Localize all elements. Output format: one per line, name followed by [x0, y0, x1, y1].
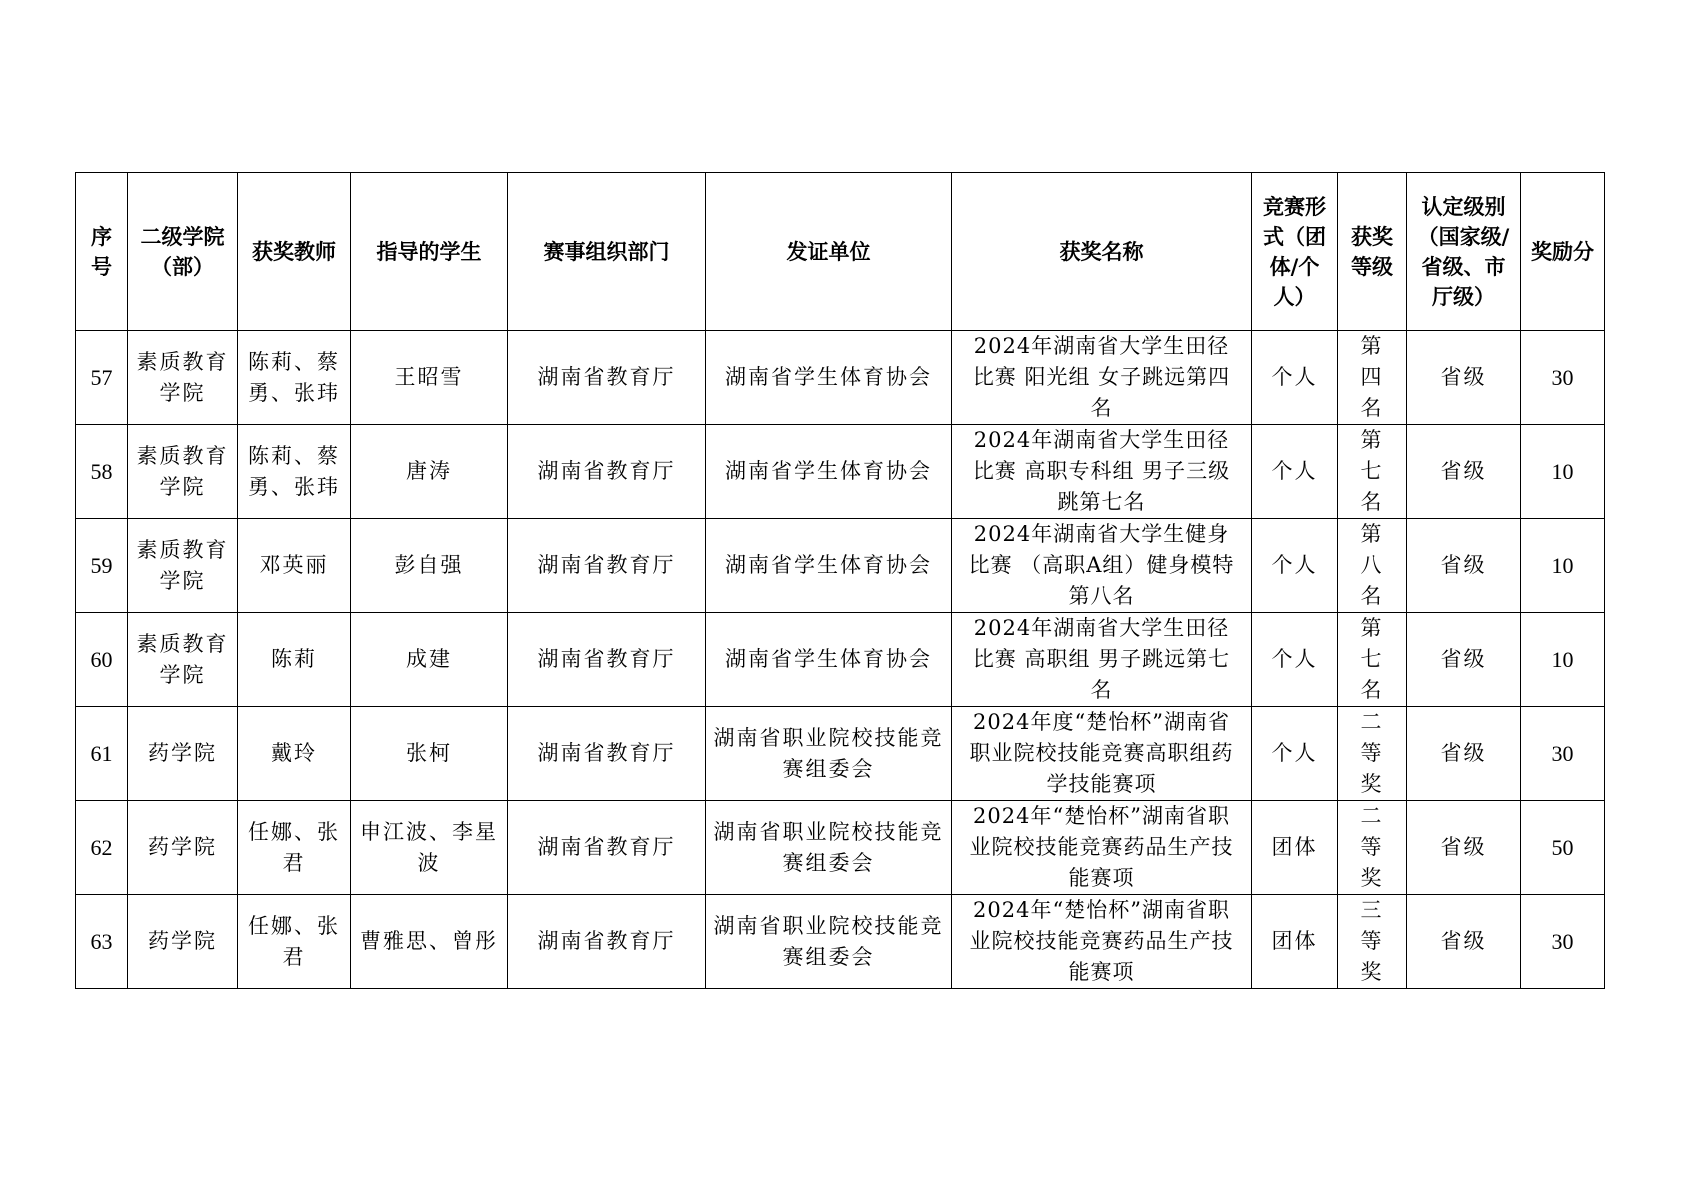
cell-issuer: 湖南省学生体育协会 [706, 425, 952, 519]
table-row [76, 425, 1605, 519]
cell-student: 唐涛 [351, 425, 508, 519]
header-cell-level: 认定级别（国家级/省级、市厅级） [1407, 173, 1521, 331]
cell-score: 50 [1521, 801, 1605, 895]
cell-teacher: 任娜、张君 [238, 801, 351, 895]
cell-score: 30 [1521, 895, 1605, 989]
cell-issuer: 湖南省学生体育协会 [706, 331, 952, 425]
cell-level: 省级 [1407, 613, 1521, 707]
award-table [75, 172, 1605, 989]
header-cell-issuer: 发证单位 [706, 173, 952, 331]
cell-level: 省级 [1407, 707, 1521, 801]
cell-teacher: 陈莉、蔡勇、张玮 [238, 425, 351, 519]
table-row [76, 895, 1605, 989]
cell-index: 61 [76, 707, 128, 801]
cell-college: 药学院 [128, 801, 238, 895]
cell-grade: 二等奖 [1338, 801, 1407, 895]
cell-index: 62 [76, 801, 128, 895]
cell-grade: 第四名 [1338, 331, 1407, 425]
cell-format: 团体 [1252, 895, 1338, 989]
cell-grade: 二等奖 [1338, 707, 1407, 801]
table-row [76, 519, 1605, 613]
cell-award-name: 2024年湖南省大学生田径比赛 阳光组 女子跳远第四名 [952, 331, 1252, 425]
cell-organizer: 湖南省教育厅 [508, 613, 706, 707]
header-cell-score: 奖励分 [1521, 173, 1605, 331]
cell-level: 省级 [1407, 895, 1521, 989]
header-cell-award-name: 获奖名称 [952, 173, 1252, 331]
cell-organizer: 湖南省教育厅 [508, 895, 706, 989]
cell-organizer: 湖南省教育厅 [508, 519, 706, 613]
cell-teacher: 陈莉 [238, 613, 351, 707]
cell-college: 素质教育学院 [128, 519, 238, 613]
cell-format: 个人 [1252, 331, 1338, 425]
cell-organizer: 湖南省教育厅 [508, 425, 706, 519]
cell-student: 王昭雪 [351, 331, 508, 425]
cell-teacher: 陈莉、蔡勇、张玮 [238, 331, 351, 425]
header-cell-teacher: 获奖教师 [238, 173, 351, 331]
cell-award-name: 2024年湖南省大学生健身比赛 （高职A组）健身模特 第八名 [952, 519, 1252, 613]
cell-issuer: 湖南省职业院校技能竞赛组委会 [706, 707, 952, 801]
cell-level: 省级 [1407, 331, 1521, 425]
table-row [76, 801, 1605, 895]
table-row [76, 707, 1605, 801]
header-cell-student: 指导的学生 [351, 173, 508, 331]
cell-index: 58 [76, 425, 128, 519]
cell-teacher: 戴玲 [238, 707, 351, 801]
table-header [76, 173, 1605, 331]
cell-organizer: 湖南省教育厅 [508, 331, 706, 425]
cell-student: 成建 [351, 613, 508, 707]
cell-format: 个人 [1252, 425, 1338, 519]
cell-student: 申江波、李星波 [351, 801, 508, 895]
cell-format: 个人 [1252, 613, 1338, 707]
cell-grade: 第七名 [1338, 613, 1407, 707]
table-body [76, 331, 1605, 989]
cell-student: 张柯 [351, 707, 508, 801]
cell-issuer: 湖南省职业院校技能竞赛组委会 [706, 895, 952, 989]
cell-level: 省级 [1407, 425, 1521, 519]
cell-award-name: 2024年“楚怡杯”湖南省职业院校技能竞赛药品生产技能赛项 [952, 801, 1252, 895]
cell-award-name: 2024年“楚怡杯”湖南省职业院校技能竞赛药品生产技能赛项 [952, 895, 1252, 989]
cell-score: 10 [1521, 613, 1605, 707]
table-row [76, 613, 1605, 707]
cell-score: 10 [1521, 425, 1605, 519]
header-row [76, 173, 1605, 331]
cell-score: 30 [1521, 707, 1605, 801]
table-row [76, 331, 1605, 425]
cell-index: 60 [76, 613, 128, 707]
cell-format: 个人 [1252, 707, 1338, 801]
header-cell-index: 序号 [76, 173, 128, 331]
cell-level: 省级 [1407, 801, 1521, 895]
header-cell-grade: 获奖等级 [1338, 173, 1407, 331]
cell-organizer: 湖南省教育厅 [508, 801, 706, 895]
cell-issuer: 湖南省学生体育协会 [706, 613, 952, 707]
header-cell-organizer: 赛事组织部门 [508, 173, 706, 331]
cell-index: 59 [76, 519, 128, 613]
cell-college: 药学院 [128, 707, 238, 801]
cell-index: 63 [76, 895, 128, 989]
cell-college: 素质教育学院 [128, 331, 238, 425]
cell-score: 10 [1521, 519, 1605, 613]
cell-grade: 第八名 [1338, 519, 1407, 613]
cell-grade: 三等奖 [1338, 895, 1407, 989]
header-cell-format: 竞赛形式（团体/个人） [1252, 173, 1338, 331]
cell-award-name: 2024年度“楚怡杯”湖南省职业院校技能竞赛高职组药学技能赛项 [952, 707, 1252, 801]
cell-college: 素质教育学院 [128, 613, 238, 707]
cell-college: 药学院 [128, 895, 238, 989]
cell-award-name: 2024年湖南省大学生田径比赛 高职组 男子跳远第七名 [952, 613, 1252, 707]
cell-issuer: 湖南省学生体育协会 [706, 519, 952, 613]
cell-level: 省级 [1407, 519, 1521, 613]
cell-organizer: 湖南省教育厅 [508, 707, 706, 801]
cell-teacher: 任娜、张君 [238, 895, 351, 989]
cell-student: 彭自强 [351, 519, 508, 613]
cell-award-name: 2024年湖南省大学生田径比赛 高职专科组 男子三级跳第七名 [952, 425, 1252, 519]
cell-grade: 第七名 [1338, 425, 1407, 519]
cell-issuer: 湖南省职业院校技能竞赛组委会 [706, 801, 952, 895]
header-cell-college: 二级学院（部） [128, 173, 238, 331]
cell-index: 57 [76, 331, 128, 425]
cell-teacher: 邓英丽 [238, 519, 351, 613]
cell-score: 30 [1521, 331, 1605, 425]
cell-student: 曹雅思、曾彤 [351, 895, 508, 989]
cell-format: 个人 [1252, 519, 1338, 613]
cell-format: 团体 [1252, 801, 1338, 895]
cell-college: 素质教育学院 [128, 425, 238, 519]
